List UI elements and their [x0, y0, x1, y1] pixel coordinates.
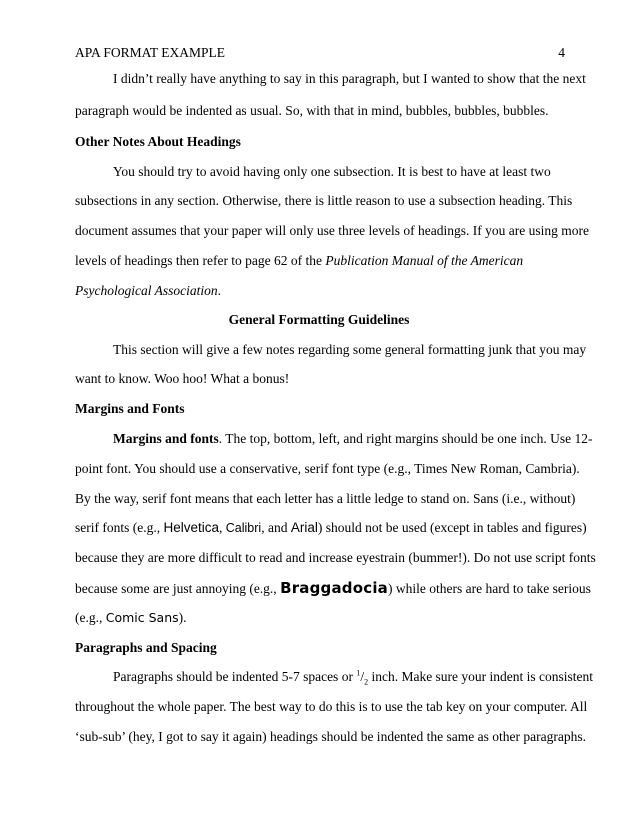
paragraph-line: You should try to avoid having only one subsection. It is best to have at least two — [113, 164, 551, 179]
text-run: ) while others are hard to take serious — [388, 581, 591, 596]
paragraph-line — [113, 668, 593, 686]
heading-level-2: Paragraphs and Spacing — [75, 640, 217, 655]
page-header — [75, 45, 565, 61]
page-number: 4 — [558, 45, 565, 60]
paragraph-line: This section will give a few notes regarding some general formatting junk that you may — [113, 342, 587, 357]
calibri-sample: Calibri — [225, 521, 262, 535]
heading-level-1: General Formatting Guidelines — [228, 312, 410, 327]
heading-level-2: Margins and Fonts — [75, 401, 185, 416]
paragraph-line — [113, 430, 592, 448]
fraction-denominator: 2 — [364, 677, 369, 687]
paragraph-line: document assumes that your paper will only use three levels of headings. If you are using more — [75, 223, 589, 238]
paragraph-line: By the way, serif font means that each letter has a little ledge to stand on. Sans (i.e., without) — [75, 491, 576, 506]
text-run: because some are just annoying (e.g., — [75, 581, 281, 596]
paragraph-line — [75, 282, 221, 300]
text-run: Paragraphs should be indented 5-7 spaces or — [113, 669, 357, 684]
paragraph-line: I didn’t really have anything to say in this paragraph, but I wanted to show that the next — [113, 71, 586, 86]
paragraph-line: because they are more difficult to read and increase eyestrain (bummer!). Do not use script fonts — [75, 550, 596, 565]
helvetica-sample: Helvetica — [163, 520, 220, 535]
text-run: serif fonts (e.g., — [75, 520, 164, 535]
text-run: (e.g., — [75, 610, 106, 625]
paragraph-line: paragraph would be indented as usual. So, with that in mind, bubbles, bubbles, bubbles. — [75, 103, 549, 118]
heading-level-2: Other Notes About Headings — [75, 134, 241, 149]
paragraph-line — [75, 252, 523, 270]
paragraph-line: want to know. Woo hoo! What a bonus! — [75, 371, 290, 386]
paragraph-line: point font. You should use a conservative, serif font type (e.g., Times New Roman, Cambria). — [75, 461, 580, 476]
paragraph-line — [75, 609, 187, 627]
paragraph-line: throughout the whole paper. The best way to do this is to use the tab key on your computer. All — [75, 699, 588, 714]
braggadocia-sample: Braggadocia — [280, 579, 389, 597]
fraction-slash: / — [360, 669, 365, 684]
text-run: . The top, bottom, left, and right margins should be one inch. Use 12- — [218, 431, 593, 446]
text-run: , — [219, 520, 226, 535]
paragraph-line: ‘sub-sub’ (hey, I got to say it again) headings should be indented the same as other paragraphs. — [75, 729, 586, 744]
italic-title: Psychological Association — [75, 283, 218, 298]
text-run: ). — [178, 610, 187, 625]
comic-sans-sample: Comic Sans — [105, 610, 179, 625]
paragraph-line — [75, 519, 587, 537]
paragraph-line — [75, 579, 591, 598]
text-run: , and — [261, 520, 291, 535]
heading-level-3: Margins and fonts — [113, 431, 219, 446]
running-head: APA FORMAT EXAMPLE — [75, 45, 226, 60]
text-run: ) should not be used (except in tables and figures) — [317, 520, 587, 535]
arial-sample: Arial — [290, 520, 318, 535]
text-run: . — [217, 283, 221, 298]
italic-title: Publication Manual of the American — [325, 253, 524, 268]
text-run: levels of headings then refer to page 62 of the — [75, 253, 326, 268]
text-run: inch. Make sure your indent is consistent — [368, 669, 594, 684]
paragraph-line: subsections in any section. Otherwise, there is little reason to use a subsection heading. This — [75, 193, 573, 208]
fraction-numerator: 1 — [356, 668, 361, 678]
